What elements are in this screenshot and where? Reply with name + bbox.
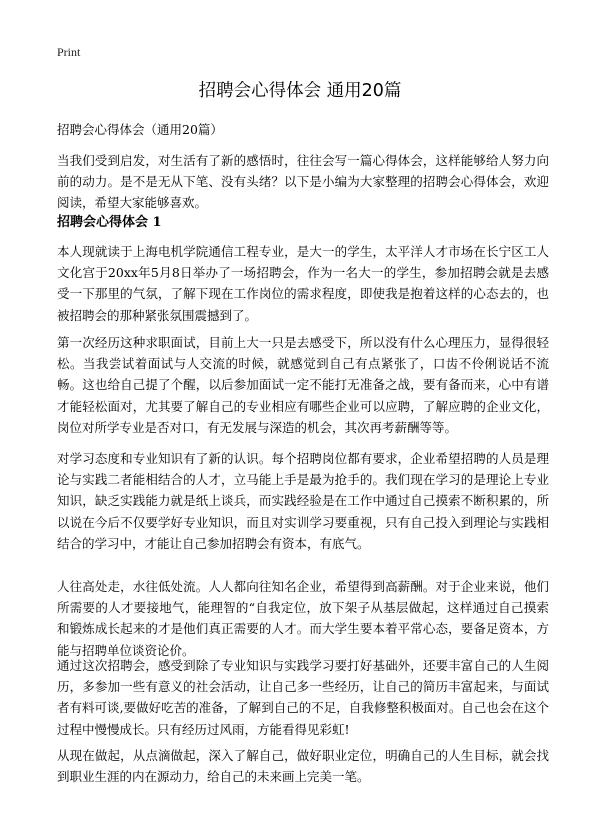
document-subtitle: 招聘会心得体会（通用20篇）	[57, 122, 223, 137]
intro-paragraph: 当我们受到启发，对生活有了新的感悟时，往往会写一篇心得体会，这样能够给人努力向前的动力。是不是无从下笔、没有头绪？以下是小编为大家整理的招聘会心得体会，欢迎阅读，希望大家能够喜欢。	[57, 153, 549, 211]
page-title: 招聘会心得体会 通用20篇	[198, 81, 402, 101]
body-paragraph-2: 第一次经历这种求职面试，目前上大一只是去感受下，所以没有什么心理压力，显得很轻松。当我尝试着面试与人交流的时候，就感觉到自己有点紧张了，口齿不伶俐说话不流畅。这也给自己提了个醒，以后参加面试一定不能打无准备之战，要有备而来，心中有谱才能轻松面对，尤其要了解自己的专业相应有哪些企业可以应聘，了解应聘的企业文化，岗位对所学专业是否对口，有无发展与深造的机会，其次再考薪酬等等。	[57, 335, 549, 435]
body-paragraph-5: 通过这次招聘会，感受到除了专业知识与实践学习要打好基础外，还要丰富自己的人生阅历，多参加一些有意义的社会活动，让自己多一些经历，让自己的简历丰富起来，与面试者有料可谈,要做好吃苦的准备，了解到自己的不足，自我修整积极面对。自己也会在这个过程中慢慢成长。只有经历过风雨，方能看得见彩虹!	[57, 658, 549, 737]
body-paragraph-1: 本人现就读于上海电机学院通信工程专业，是大一的学生，太平洋人才市场在长宁区工人文化宫于20xx年5月8日举办了一场招聘会，作为一名大一的学生，参加招聘会就是去感受一下那里的气氛，了解下现在工作岗位的需求程度，即使我是抱着这样的心态去的，也被招聘会的那种紧张氛围震撼到了。	[57, 244, 549, 323]
body-paragraph-3: 对学习态度和专业知识有了新的认识。每个招聘岗位都有要求，企业希望招聘的人员是理论与实践二者能相结合的人才，立马能上手是最为抢手的。我们现在学习的是理论上专业知识，缺乏实践能力就是纸上谈兵，而实践经验是在工作中通过自己摸索不断积累的，所以说在今后不仅要学好专业知识，而且对实训学习要重视，只有自己投入到理论与实践相结合的学习中，才能让自己参加招聘会有资本，有底气。	[57, 451, 549, 551]
body-paragraph-6: 从现在做起，从点滴做起，深入了解自己，做好职业定位，明确自己的人生目标，就会找到职业生涯的内在源动力，给自己的未来画上完美一笔。	[57, 748, 549, 785]
body-paragraph-4: 人往高处走，水往低处流。人人都向往知名企业，希望得到高薪酬。对于企业来说，他们所需要的人才要接地气，能理智的“自我定位，放下架子从基层做起，这样通过自己摸索和锻炼成长起来的才是他们真正需要的人才。而大学生要本着平常心态，要备足资本，方能与招聘单位谈资论价。	[57, 579, 549, 658]
print-link[interactable]: Print	[57, 45, 81, 59]
section-heading: 招聘会心得体会 1	[57, 215, 162, 230]
